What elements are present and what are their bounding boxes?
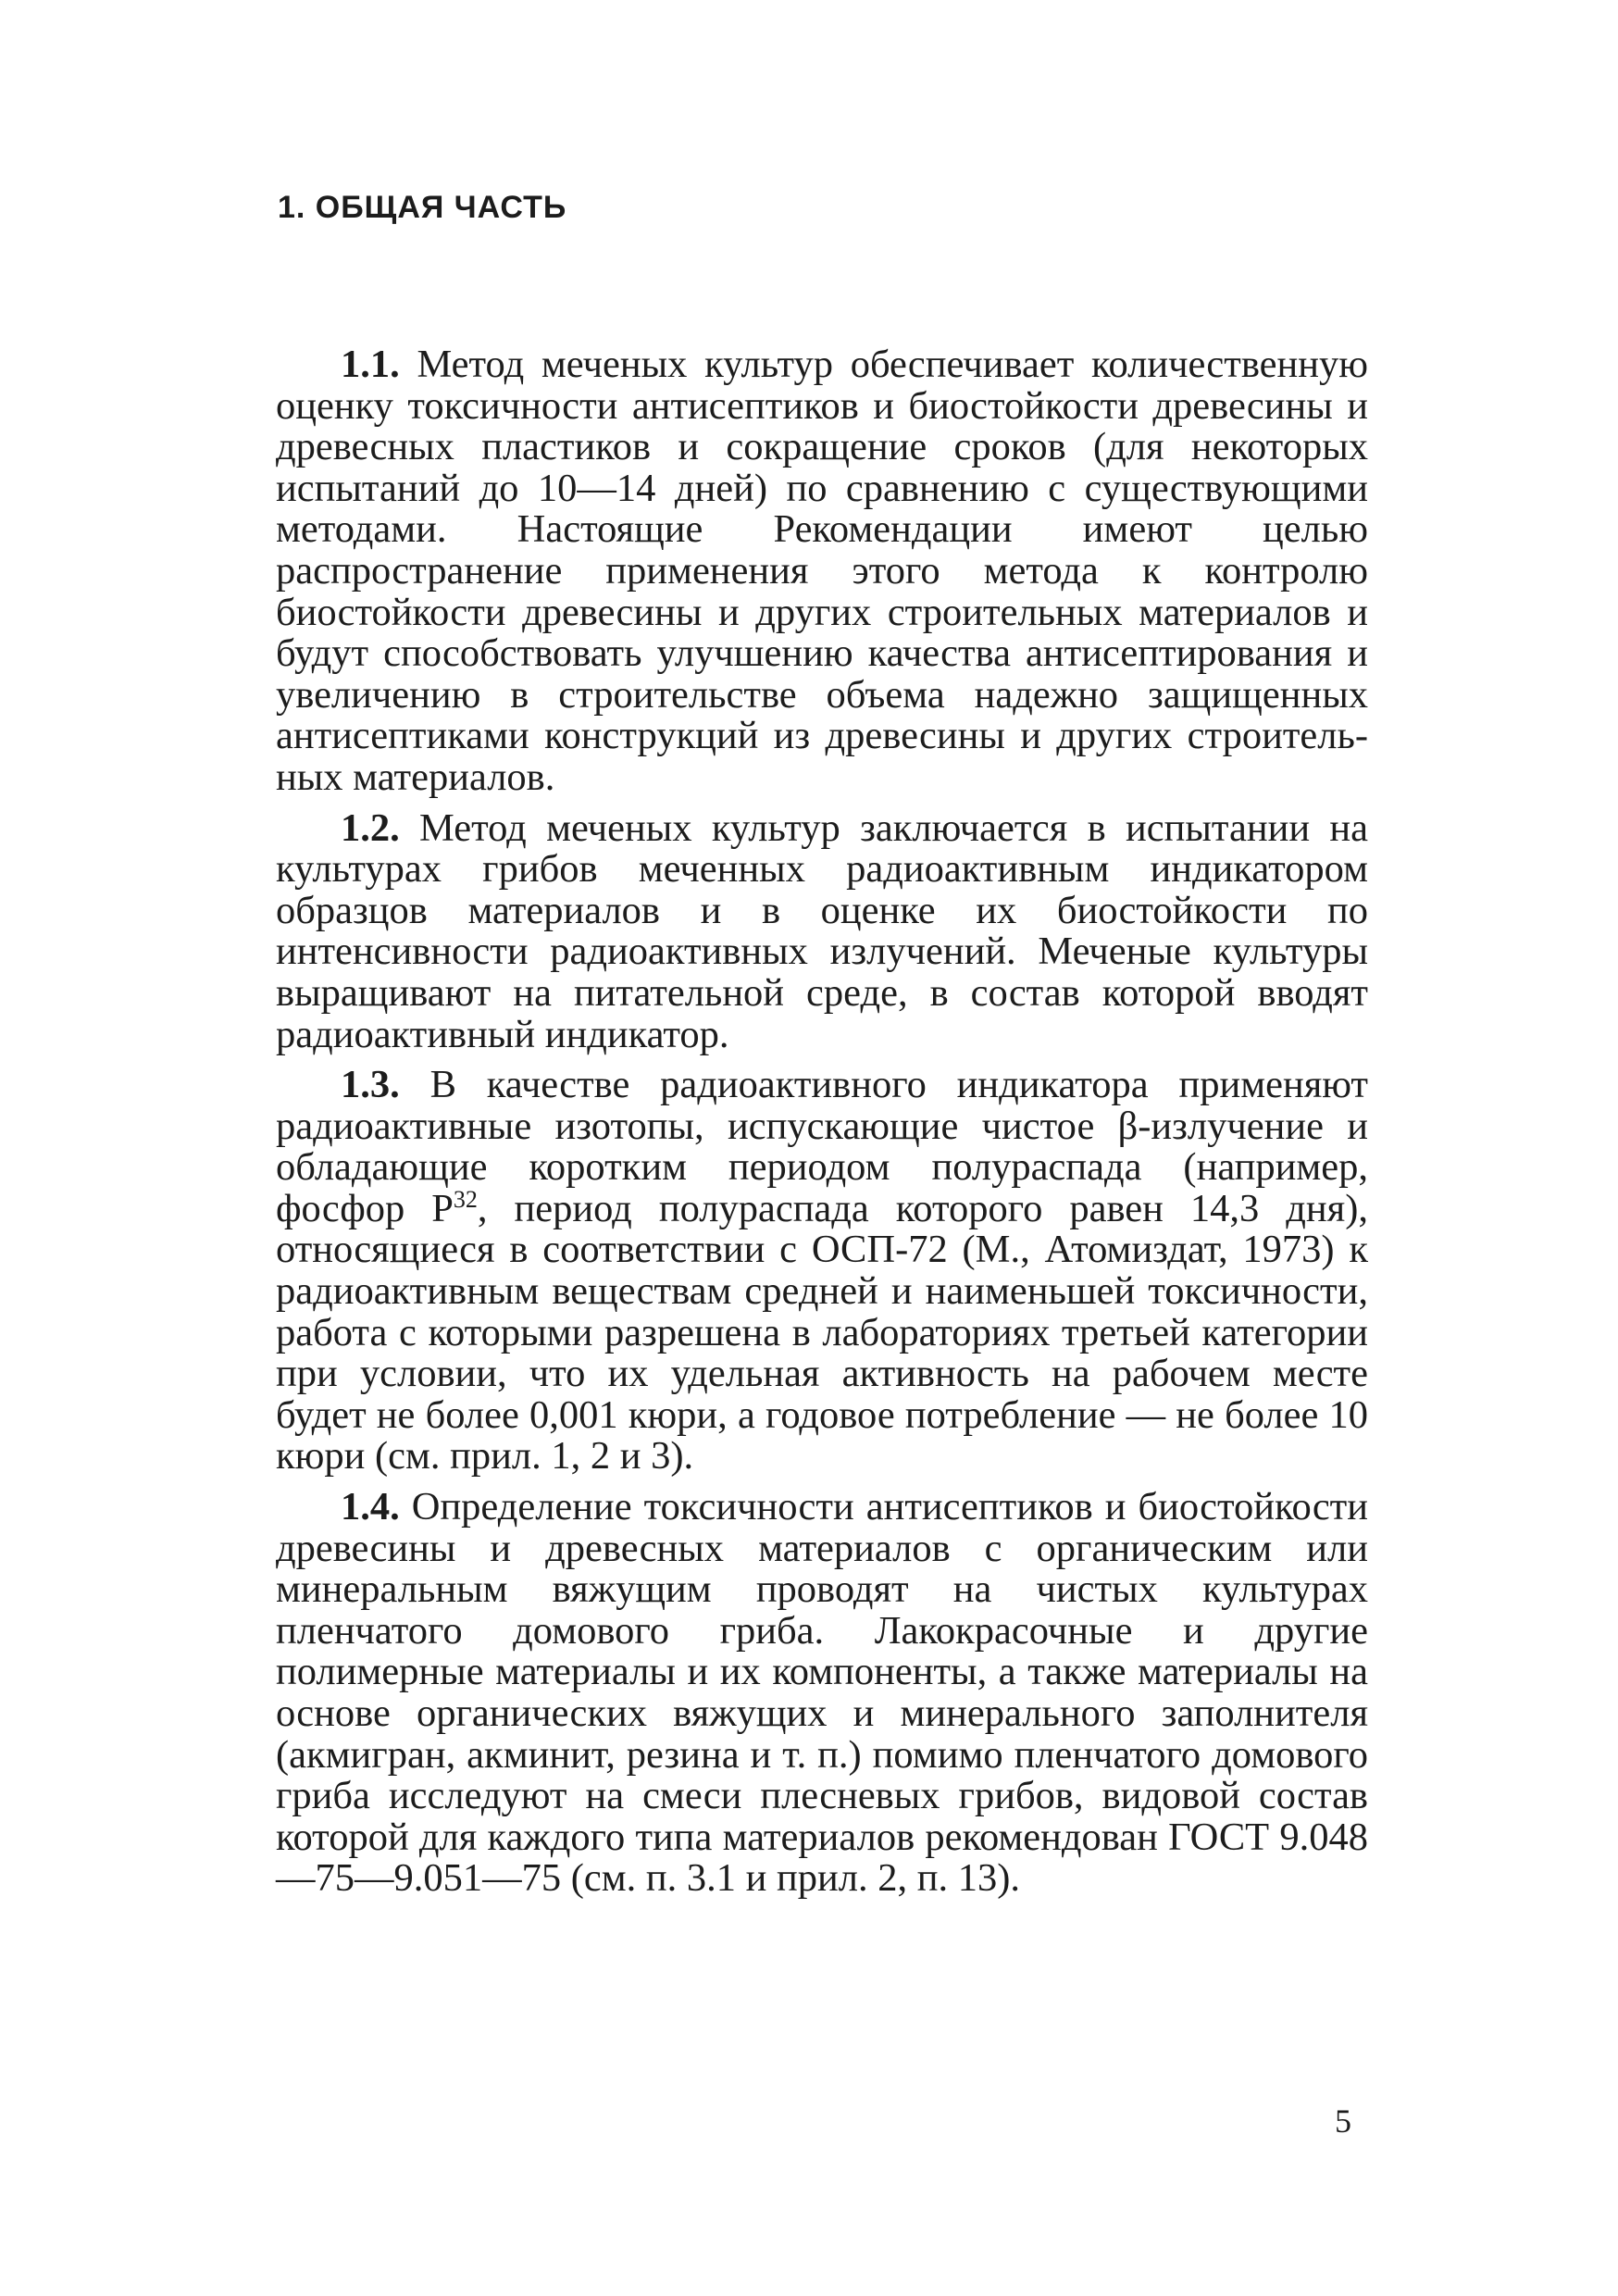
paragraph-1-3 bbox=[276, 1065, 1368, 1478]
paragraph-number: 1.4. bbox=[341, 1485, 400, 1529]
section-body bbox=[276, 344, 1368, 1900]
paragraph-number: 1.2. bbox=[341, 805, 400, 850]
paragraph-number: 1.1. bbox=[341, 343, 400, 386]
page-number: 5 bbox=[1335, 2103, 1351, 2140]
paragraph-text-continued: , период полураспада которого равен 14,3 дня), относящиеся в соответствии с ОСП-72 (М., Атомиздат, 1973) к радиоактивным веществам средней и наименьшей токсичности, работа с которыми разрешена в лабораториях третьей категории при условии, что их удельная активность на рабочем месте будет не более 0,001 кюри, а годовое потребление — не более 10 кюри (см. прил. 1, 2 и 3). bbox=[276, 1186, 1369, 1479]
paragraph-1-4 bbox=[276, 1487, 1368, 1900]
paragraph-text: Метод меченых культур обеспечивает количественную оценку токсичности антисептиков и биостойкости древесины и древесных пластиков и сокращение сроков (для некоторых испытаний до 10—14 дней) по сравнению с существующими методами. Настоящие Рекомендации имеют целью распространение применения этого метода к контролю биостойкости древесины и других строительных материалов и будут способствовать улучшению качества антисептирования и увеличению в строительстве объема надежно защищенных антисептиками конструкций из древесины и других строительных материалов. bbox=[276, 343, 1369, 799]
paragraph-text: Определение токсичности антисептиков и биостойкости древесины и древесных материалов с органическим или минеральным вяжущим проводят на чистых культурах пленчатого домового гриба. Лакокрасочные и другие полимерные материалы и их компоненты, а также материалы на основе органических вяжущих и минерального заполнителя (акмигран, акминит, резина и т. п.) помимо пленчатого домового гриба исследуют на смеси плесневых грибов, видовой состав которой для каждого типа материалов рекомендован ГОСТ 9.048—75—9.051—75 (см. п. 3.1 и прил. 2, п. 13). bbox=[276, 1485, 1369, 1901]
paragraph-1-2 bbox=[276, 805, 1368, 1056]
paragraph-text: В качестве радиоактивного индикатора применяют радиоактивные изотопы, испускающие чистое β-излучение и обладающие коротким периодом полураспада (например, фосфор Р bbox=[276, 1063, 1369, 1230]
paragraph-text: Метод меченых культур заключается в испытании на культурах грибов меченных радиоактивным индикатором образцов материалов и в оценке их биостойкости по интенсивности радиоактивных излучений. Меченые культуры выращивают на питательной среде, в состав которой вводят радиоактивный индикатор. bbox=[276, 805, 1368, 1056]
section-heading: 1. ОБЩАЯ ЧАСТЬ bbox=[278, 190, 567, 225]
paragraph-number: 1.3. bbox=[341, 1063, 400, 1107]
paragraph-1-1 bbox=[276, 344, 1368, 799]
isotope-superscript: 32 bbox=[453, 1185, 478, 1213]
